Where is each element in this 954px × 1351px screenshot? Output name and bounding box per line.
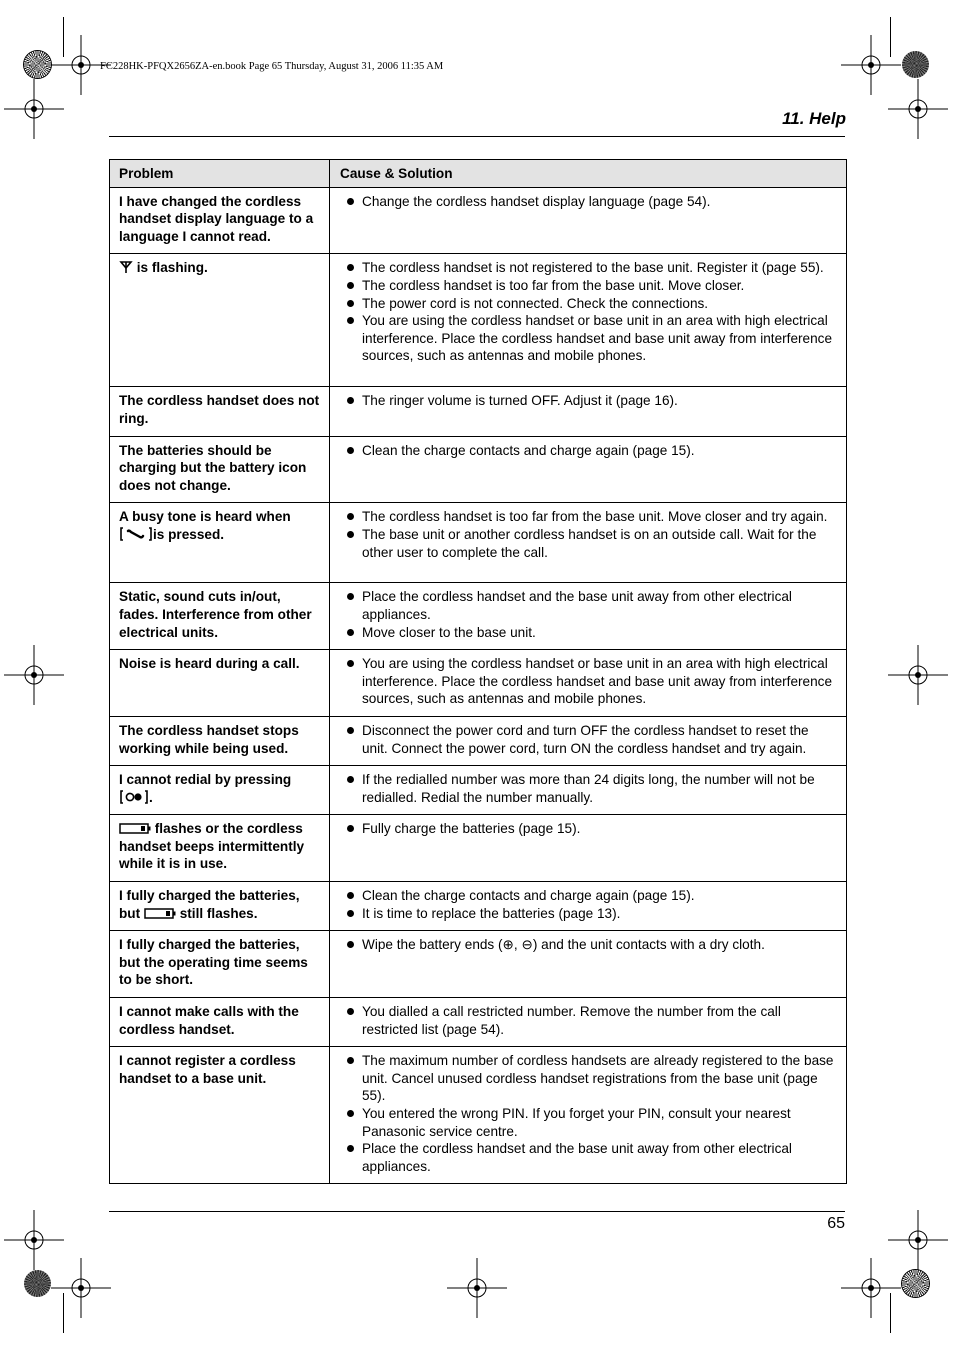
- problem-cell: [110, 254, 330, 387]
- table-row: [110, 436, 847, 503]
- problem-text: is flashing.: [136, 260, 208, 276]
- print-info: FC228HK-PFQX2656ZA-en.book Page 65 Thursday, August 31, 2006 11:35 AM: [100, 61, 444, 72]
- section-title: 11. Help: [782, 109, 846, 128]
- cause-item: You are using the cordless handset or base unit in an area with high electrical interference. Place the cordless handset and base unit away from interference sources, such as antennas and mobile phones.: [340, 312, 836, 365]
- cause-cell: [330, 815, 847, 882]
- cause-item: The base unit or another cordless handset is on an outside call. Wait for the other user to complete the call.: [340, 526, 836, 561]
- crop-mark: [4, 79, 64, 139]
- problem-text: flashes or the cordless handset beeps intermittently while it is in use.: [119, 821, 305, 872]
- table-row: [110, 187, 847, 254]
- cause-cell: [330, 583, 847, 650]
- cause-cell: [330, 998, 847, 1047]
- cause-item: You are using the cordless handset or base unit in an area with high electrical interference. Place the cordless handset and base unit away from interference sources, such as antennas and mobile phones.: [340, 655, 836, 708]
- problem-text: I cannot make calls with the cordless handset.: [119, 1004, 299, 1037]
- cause-cell: [330, 387, 847, 436]
- registration-rosette: [24, 51, 51, 78]
- problem-text: I have changed the cordless handset display language to a language I cannot read.: [119, 193, 314, 244]
- cause-item: Change the cordless handset display language (page 54).: [340, 193, 836, 211]
- problem-text: The cordless handset does not ring.: [119, 393, 320, 426]
- table-row: [110, 254, 847, 387]
- cause-item: If the redialled number was more than 24 digits long, the number will not be redialled. Redial the number manually.: [340, 771, 836, 806]
- table-row: [110, 815, 847, 882]
- problem-text: The batteries should be charging but the battery icon does not change.: [119, 442, 307, 493]
- registration-rosette: [902, 51, 929, 78]
- troubleshooting-table: [109, 159, 847, 1184]
- table-row: [110, 387, 847, 436]
- problem-cell: [110, 998, 330, 1047]
- problem-column-header: Problem: [110, 160, 330, 188]
- cause-column-header: Cause & Solution: [330, 160, 847, 188]
- table-row: [110, 650, 847, 717]
- cause-item: You dialled a call restricted number. Remove the number from the call restricted list (page 54).: [340, 1003, 836, 1038]
- battery-icon: [144, 907, 176, 920]
- cause-item: Place the cordless handset and the base unit away from other electrical appliances.: [340, 1140, 836, 1175]
- cause-item: The maximum number of cordless handsets are already registered to the base unit. Cancel unused cordless handset registrations from the base unit (page 55).: [340, 1052, 836, 1105]
- crop-mark: [447, 1258, 507, 1318]
- problem-text: I fully charged the batteries, but: [119, 888, 300, 921]
- cause-item: The power cord is not connected. Check the connections.: [340, 295, 836, 313]
- problem-text: .: [149, 789, 153, 805]
- page-number: 65: [827, 1215, 845, 1232]
- table-row: [110, 931, 847, 998]
- cause-item: The cordless handset is not registered to the base unit. Register it (page 55).: [340, 259, 836, 277]
- problem-text: still flashes.: [179, 905, 258, 921]
- cause-cell: [330, 503, 847, 583]
- talk-key-icon: [119, 527, 153, 541]
- cause-cell: [330, 766, 847, 815]
- cause-item: Clean the charge contacts and charge again (page 15).: [340, 442, 836, 460]
- cause-cell: [330, 882, 847, 931]
- trim-line: [890, 17, 891, 57]
- cause-item: Move closer to the base unit.: [340, 624, 836, 642]
- battery-icon: [119, 822, 151, 835]
- problem-cell: [110, 882, 330, 931]
- cause-item: Place the cordless handset and the base unit away from other electrical appliances.: [340, 588, 836, 623]
- table-row: [110, 998, 847, 1047]
- cause-cell: [330, 1047, 847, 1184]
- problem-cell: [110, 766, 330, 815]
- crop-mark: [888, 79, 948, 139]
- problem-cell: [110, 650, 330, 717]
- table-row: [110, 583, 847, 650]
- antenna-icon: [119, 260, 133, 274]
- registration-rosette: [24, 1270, 51, 1297]
- cause-item: Wipe the battery ends (⊕, ⊖) and the unit contacts with a dry cloth.: [340, 936, 836, 954]
- cause-item: Fully charge the batteries (page 15).: [340, 820, 836, 838]
- problem-cell: [110, 436, 330, 503]
- table-row: [110, 1047, 847, 1184]
- cause-item: The cordless handset is too far from the base unit. Move closer and try again.: [340, 508, 836, 526]
- cause-item: It is time to replace the batteries (page 13).: [340, 905, 836, 923]
- problem-text: Static, sound cuts in/out, fades. Interference from other electrical units.: [119, 589, 312, 640]
- problem-cell: [110, 931, 330, 998]
- cause-item: The ringer volume is turned OFF. Adjust it (page 16).: [340, 392, 836, 410]
- cause-cell: [330, 931, 847, 998]
- problem-cell: [110, 716, 330, 765]
- table-row: [110, 882, 847, 931]
- problem-cell: [110, 503, 330, 583]
- problem-text: I cannot register a cordless handset to a base unit.: [119, 1053, 296, 1086]
- crop-mark: [888, 645, 948, 705]
- header-rule: [109, 136, 845, 137]
- problem-cell: [110, 815, 330, 882]
- registration-rosette: [902, 1270, 929, 1297]
- cause-item: You entered the wrong PIN. If you forget your PIN, consult your nearest Panasonic service centre.: [340, 1105, 836, 1140]
- crop-mark: [841, 1258, 901, 1318]
- crop-mark: [4, 645, 64, 705]
- cause-cell: [330, 650, 847, 717]
- cause-item: Disconnect the power cord and turn OFF the cordless handset to reset the unit. Connect the power cord, turn ON the cordless handset and try again.: [340, 722, 836, 757]
- problem-cell: [110, 1047, 330, 1184]
- table-row: [110, 766, 847, 815]
- problem-cell: [110, 583, 330, 650]
- crop-mark: [51, 1258, 111, 1318]
- problem-cell: [110, 187, 330, 254]
- table-header-row: [110, 160, 847, 188]
- cause-cell: [330, 436, 847, 503]
- trim-line: [63, 17, 64, 57]
- problem-text: I cannot redial by pressing: [119, 772, 292, 788]
- problem-text: A busy tone is heard when: [119, 509, 291, 525]
- cause-item: Clean the charge contacts and charge again (page 15).: [340, 887, 836, 905]
- cause-cell: [330, 254, 847, 387]
- problem-cell: [110, 387, 330, 436]
- problem-text: The cordless handset stops working while being used.: [119, 722, 299, 756]
- trim-line: [63, 1293, 64, 1333]
- redial-key-icon: [119, 790, 149, 804]
- table-row: [110, 503, 847, 583]
- table-row: [110, 716, 847, 765]
- problem-text: I fully charged the batteries, but the operating time seems to be short.: [119, 937, 308, 988]
- problem-text: Noise is heard during a call.: [119, 656, 300, 672]
- cause-cell: [330, 187, 847, 254]
- problem-text: is pressed.: [153, 526, 225, 542]
- cause-item: The cordless handset is too far from the base unit. Move closer.: [340, 277, 836, 295]
- cause-cell: [330, 716, 847, 765]
- footer-rule: [109, 1211, 845, 1212]
- trim-line: [890, 1293, 891, 1333]
